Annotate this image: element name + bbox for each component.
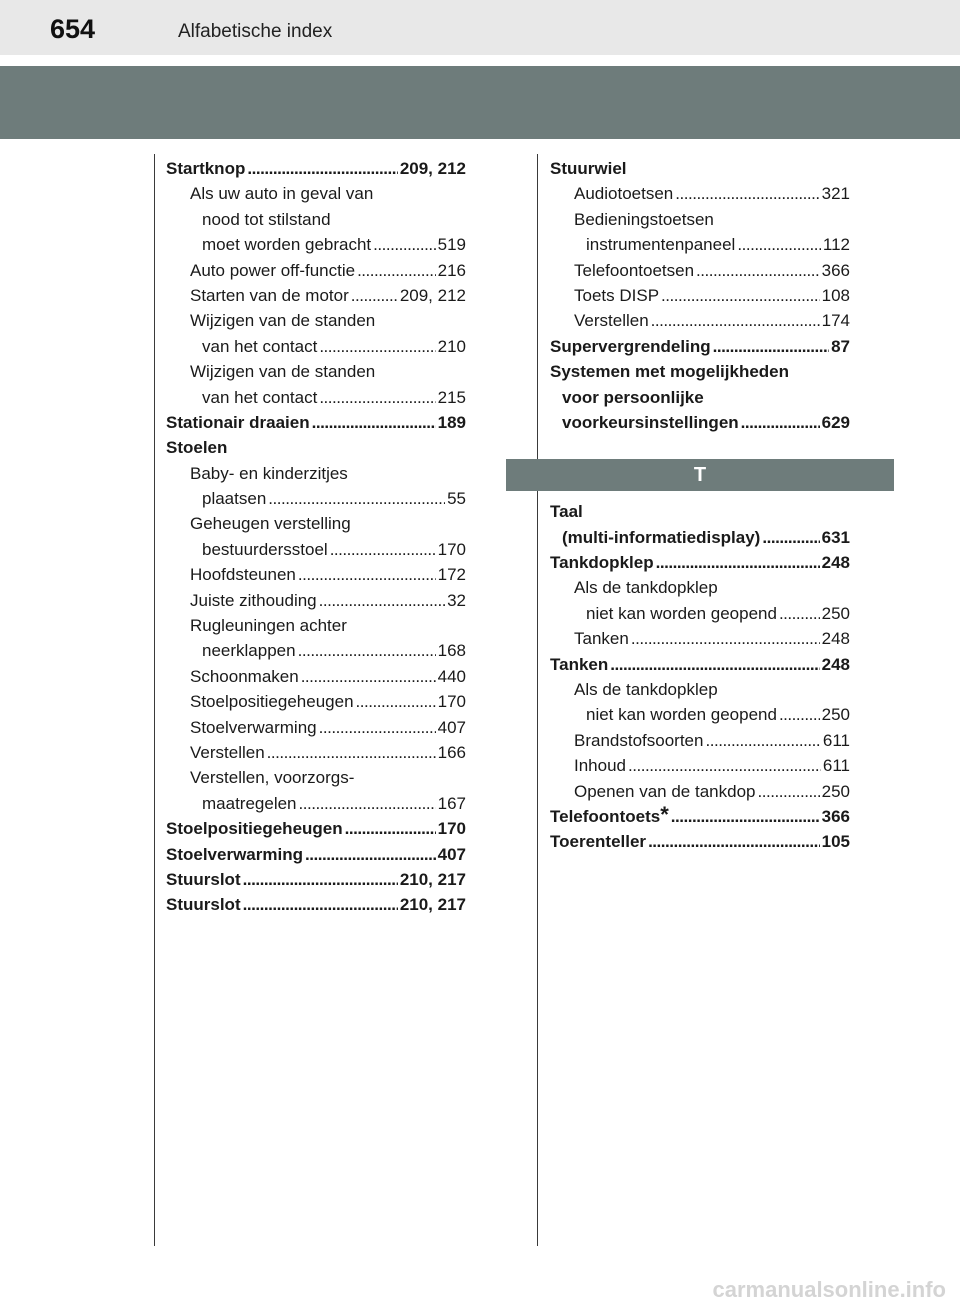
index-entry-page: 366 xyxy=(821,260,850,280)
index-entry-page: 170 xyxy=(437,692,466,712)
index-entry xyxy=(166,715,466,740)
index-entry xyxy=(166,892,466,917)
index-entry-page: 250 xyxy=(821,781,850,801)
section-letter: T xyxy=(693,463,707,486)
index-entry-label: Stuurslot xyxy=(166,869,241,889)
index-entry xyxy=(166,664,466,689)
index-entry-label: Auto power off-functie xyxy=(190,260,356,280)
index-entry-label: Stoelpositiegeheugen xyxy=(190,692,354,712)
index-entry xyxy=(166,308,466,333)
dot-leader xyxy=(247,156,397,181)
dot-leader xyxy=(656,550,820,575)
index-entry-label: voor persoonlijke xyxy=(562,387,704,407)
index-entry-label: Stationair draaien xyxy=(166,412,310,432)
index-entry-page: 631 xyxy=(821,527,850,547)
index-entry xyxy=(166,562,466,587)
index-entry xyxy=(166,385,466,410)
index-entry xyxy=(166,207,466,232)
dot-leader xyxy=(301,664,436,689)
index-entry xyxy=(550,753,850,778)
index-entry-label: Starten van de motor xyxy=(190,285,349,305)
dot-leader xyxy=(757,779,819,804)
column-rule-right xyxy=(537,154,538,1246)
index-entry-page: 210, 217 xyxy=(399,895,466,915)
index-entry-page: 248 xyxy=(821,629,850,649)
index-entry-page: 209, 212 xyxy=(399,285,466,305)
dot-leader xyxy=(675,181,819,206)
index-entry xyxy=(550,779,850,804)
index-entry xyxy=(166,258,466,283)
index-entry-label: moet worden gebracht xyxy=(202,235,372,255)
dot-leader xyxy=(779,601,820,626)
index-entry xyxy=(166,232,466,257)
index-entry-label: Verstellen xyxy=(190,742,265,762)
index-entry-label: Baby- en kinderzitjes xyxy=(190,463,348,483)
index-entry-label: Stuurslot xyxy=(166,895,241,915)
page-number: 654 xyxy=(50,14,96,44)
index-entry-page: 250 xyxy=(821,705,850,725)
index-entry-page: 248 xyxy=(821,654,850,674)
dot-leader xyxy=(299,791,436,816)
index-entry-label: Audiotoetsen xyxy=(574,184,674,204)
index-entry xyxy=(166,486,466,511)
dot-leader xyxy=(648,829,820,854)
index-entry-page: 55 xyxy=(447,489,466,509)
index-entry xyxy=(550,410,850,435)
index-entry-label: niet kan worden geopend xyxy=(586,705,777,725)
index-entry-label: Bedieningstoetsen xyxy=(574,209,714,229)
index-entry-page: 167 xyxy=(437,793,466,813)
dot-leader xyxy=(631,626,820,651)
dot-leader xyxy=(357,258,436,283)
header-band xyxy=(0,66,960,139)
index-entry xyxy=(166,181,466,206)
dot-leader xyxy=(319,715,436,740)
index-entry xyxy=(550,232,850,257)
index-entry-label: niet kan worden geopend xyxy=(586,603,777,623)
index-entry-page: 209, 212 xyxy=(399,159,466,178)
index-entry-page: 166 xyxy=(437,742,466,762)
index-entry-page: 32 xyxy=(447,590,466,610)
dot-leader xyxy=(671,804,820,829)
section-letter-bar xyxy=(506,459,894,491)
dot-leader xyxy=(628,753,821,778)
index-entry xyxy=(550,385,850,410)
page-header xyxy=(0,0,960,55)
dot-leader xyxy=(319,334,435,359)
index-entry xyxy=(166,791,466,816)
index-entry xyxy=(550,308,850,333)
index-entry xyxy=(550,626,850,651)
index-entry xyxy=(550,702,850,727)
dot-leader xyxy=(356,689,436,714)
dot-leader xyxy=(267,740,436,765)
index-entry-page: 170 xyxy=(437,539,466,559)
index-entry xyxy=(550,728,850,753)
index-entry-label: (multi-informatiedisplay) xyxy=(562,527,761,547)
index-entry-page: 250 xyxy=(821,603,850,623)
index-column-right xyxy=(550,156,850,855)
dot-leader xyxy=(705,728,820,753)
header-title: Alfabetische index xyxy=(178,21,333,42)
index-entry-label: Tanken xyxy=(574,629,629,649)
index-entry-label: Wijzigen van de standen xyxy=(190,311,376,331)
index-entry-page: 174 xyxy=(821,311,850,331)
index-entry-page: 210, 217 xyxy=(399,869,466,889)
dot-leader xyxy=(696,258,820,283)
dot-leader xyxy=(312,410,436,435)
watermark: carmanualsonline.info xyxy=(712,1277,946,1302)
index-entry xyxy=(550,550,850,575)
index-entry xyxy=(166,765,466,790)
index-entry-page: 108 xyxy=(821,285,850,305)
index-entry xyxy=(550,258,850,283)
index-entry-label: Openen van de tankdop xyxy=(574,781,756,801)
index-entry xyxy=(166,156,466,181)
index-entry-label: instrumentenpaneel xyxy=(586,235,736,255)
index-entry xyxy=(550,283,850,308)
index-entry-label: Verstellen, voorzorgs- xyxy=(190,768,355,788)
dot-leader xyxy=(345,816,436,841)
index-entry: Telefoontoets * . . . 366 xyxy=(550,804,850,829)
index-entry-label: Stoelverwarming xyxy=(190,717,317,737)
index-entry-page: 629 xyxy=(821,412,850,432)
dot-leader xyxy=(737,232,821,257)
index-entry xyxy=(550,359,850,384)
index-entry-page: 215 xyxy=(437,387,466,407)
index-entry xyxy=(550,652,850,677)
index-entry-page: 87 xyxy=(831,336,850,356)
index-entry-label: Hoofdsteunen xyxy=(190,565,296,585)
dot-leader xyxy=(713,334,829,359)
index-entry xyxy=(550,525,850,550)
index-entry-page: 112 xyxy=(822,235,850,255)
index-entry-label: Inhoud xyxy=(574,756,626,776)
index-entry-label: Stoelen xyxy=(166,438,228,458)
index-entry-page: 248 xyxy=(821,553,850,573)
index-entry-label: neerklappen xyxy=(202,641,296,661)
index-entry-page: 366 xyxy=(821,806,850,826)
index-entry-label: Als uw auto in geval van xyxy=(190,184,374,204)
index-entry xyxy=(550,575,850,600)
dot-leader xyxy=(243,892,398,917)
index-entry xyxy=(166,740,466,765)
index-entry-page: 407 xyxy=(437,844,466,864)
dot-leader xyxy=(319,588,445,613)
dot-leader xyxy=(779,702,820,727)
index-entry xyxy=(550,601,850,626)
dot-leader xyxy=(610,652,819,677)
index-entry-label: Verstellen xyxy=(574,311,649,331)
index-entry-page: 105 xyxy=(821,832,850,852)
index-entry-label: Als de tankdopklep xyxy=(574,578,718,598)
index-entry-label: bestuurdersstoel xyxy=(202,539,328,559)
column-rule-left xyxy=(154,154,155,1246)
index-entry-label: Telefoontoetsen xyxy=(574,260,695,280)
index-entry-label: Telefoontoets xyxy=(550,806,661,826)
index-entry-label: Als de tankdopklep xyxy=(574,680,718,700)
index-entry-label: Toerenteller xyxy=(550,832,647,852)
index-entry-label: voorkeursinstellingen xyxy=(562,412,739,432)
index-entry xyxy=(166,511,466,536)
index-entry xyxy=(166,461,466,486)
index-entry-label: Stoelverwarming xyxy=(166,844,303,864)
index-entry-label: Tankdopklep xyxy=(550,553,654,573)
index-entry-label: Systemen met mogelijkheden xyxy=(550,362,790,382)
index-entry-label: Startknop xyxy=(166,159,246,178)
index-entry xyxy=(166,638,466,663)
index-group-s xyxy=(550,156,850,435)
index-entry xyxy=(166,613,466,638)
index-entry xyxy=(166,689,466,714)
index-entry xyxy=(166,816,466,841)
index-entry xyxy=(550,677,850,702)
index-entry-page: 210 xyxy=(437,336,466,356)
index-entry-page: 407 xyxy=(437,717,466,737)
index-entry-page: 170 xyxy=(437,819,466,839)
index-entry xyxy=(166,867,466,892)
dot-leader xyxy=(298,562,436,587)
dot-leader xyxy=(373,232,435,257)
index-entry-label: Toets DISP xyxy=(574,285,660,305)
dot-leader xyxy=(351,283,398,308)
index-entry-page: 611 xyxy=(822,730,850,750)
index-entry-label: van het contact xyxy=(202,387,318,407)
index-entry xyxy=(550,829,850,854)
dot-leader xyxy=(661,283,820,308)
dot-leader xyxy=(741,410,820,435)
index-entry-label: Stoelpositiegeheugen xyxy=(166,819,343,839)
index-entry-label: Schoonmaken xyxy=(190,666,299,686)
dot-leader xyxy=(762,525,819,550)
index-entry-label: Rugleuningen achter xyxy=(190,616,347,636)
index-entry xyxy=(550,207,850,232)
index-entry-page: 172 xyxy=(437,565,466,585)
index-entry xyxy=(166,842,466,867)
index-entry-page: 189 xyxy=(437,412,466,432)
index-entry xyxy=(550,156,850,181)
index-entry-label: Geheugen verstelling xyxy=(190,514,351,534)
dot-leader xyxy=(305,842,436,867)
index-entry xyxy=(550,181,850,206)
index-entry-label: Tanken xyxy=(550,654,609,674)
index-entry-page: 168 xyxy=(437,641,466,661)
index-entry-label: Taal xyxy=(550,502,583,522)
index-entry xyxy=(166,283,466,308)
index-entry-label: nood tot stilstand xyxy=(202,209,331,229)
index-entry-page: 440 xyxy=(437,666,466,686)
index-entry xyxy=(166,435,466,460)
index-entry-label: Wijzigen van de standen xyxy=(190,362,376,382)
index-entry xyxy=(550,499,850,524)
index-entry xyxy=(166,359,466,384)
index-entry-page: 321 xyxy=(821,184,850,204)
index-entry-label: Juiste zithouding xyxy=(190,590,317,610)
index-entry-label: maatregelen xyxy=(202,793,297,813)
index-entry-label: Supervergrendeling xyxy=(550,336,711,356)
index-entry-page: 611 xyxy=(822,756,850,776)
index-entry xyxy=(166,410,466,435)
index-group-t xyxy=(550,499,850,854)
index-entry-page: 216 xyxy=(437,260,466,280)
dot-leader xyxy=(319,385,435,410)
index-entry xyxy=(166,537,466,562)
dot-leader xyxy=(298,638,436,663)
index-entry xyxy=(166,334,466,359)
index-entry xyxy=(166,588,466,613)
dot-leader xyxy=(268,486,445,511)
index-entry-label: plaatsen xyxy=(202,489,267,509)
dot-leader xyxy=(243,867,398,892)
index-column-left xyxy=(166,156,466,918)
index-entry-label: Stuurwiel xyxy=(550,159,627,178)
index-entry-page: 519 xyxy=(437,235,466,255)
index-entry xyxy=(550,334,850,359)
index-entry-label: van het contact xyxy=(202,336,318,356)
index-entry-label: Brandstofsoorten xyxy=(574,730,704,750)
dot-leader xyxy=(330,537,436,562)
dot-leader xyxy=(651,308,820,333)
